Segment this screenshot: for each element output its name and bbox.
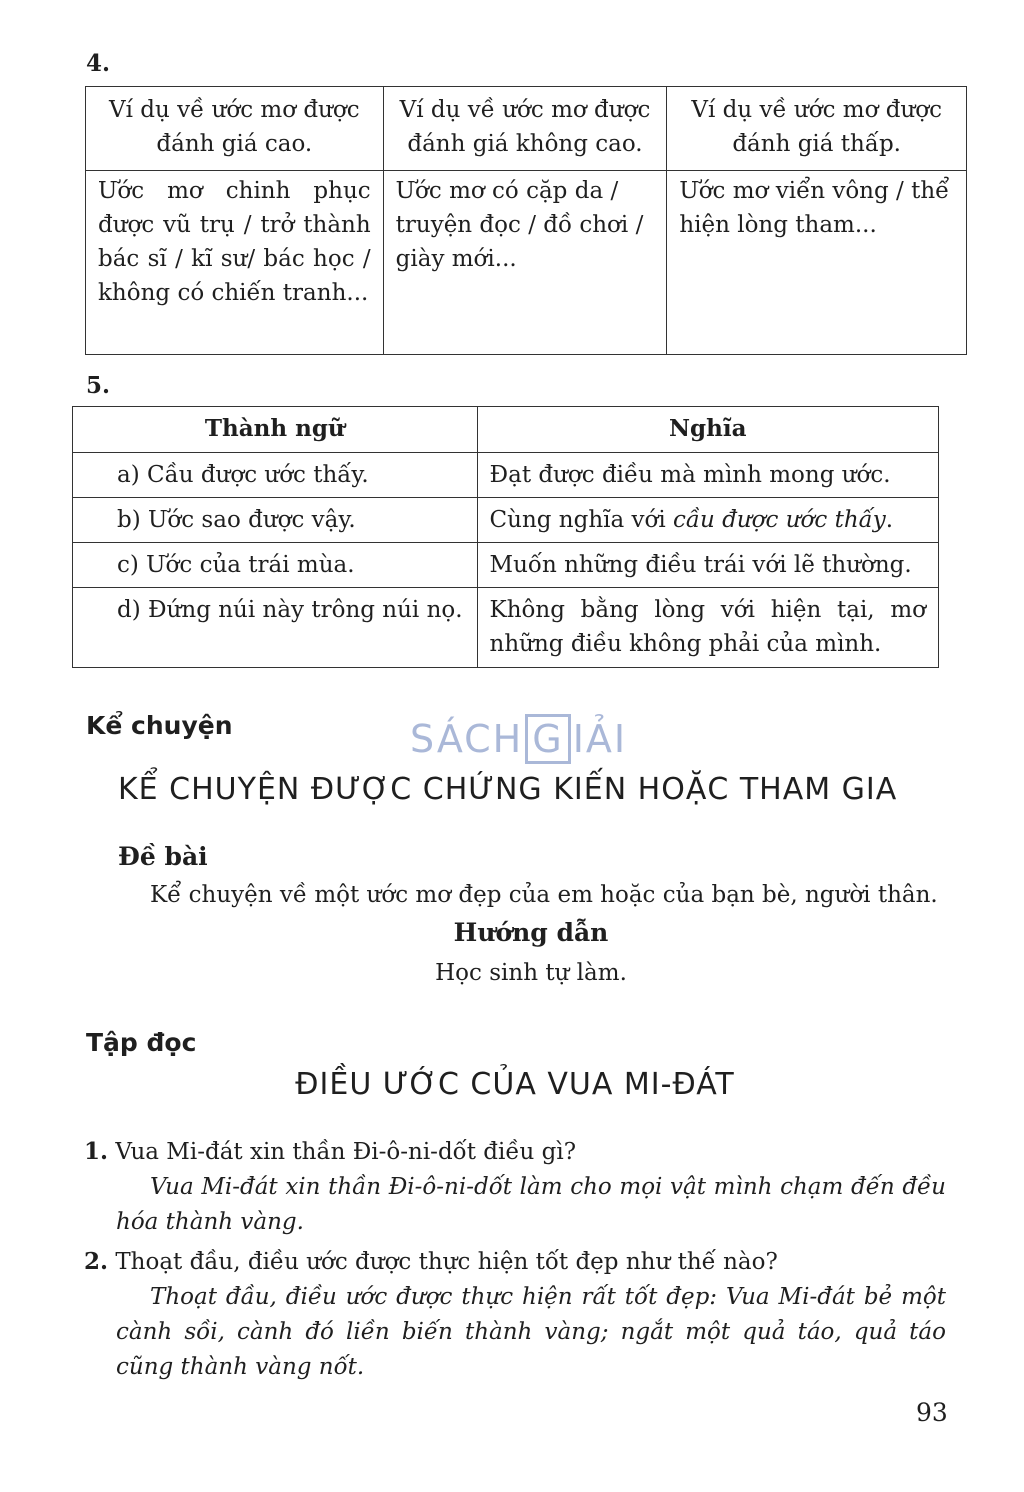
idiom-cell: b) Ước sao được vậy. — [73, 498, 478, 543]
dreams-cell-medium: Ước mơ có cặp da / truyện đọc / đồ chơi / giày mới... — [383, 171, 667, 355]
de-bai-label: Đề bài — [118, 842, 208, 871]
dreams-cell-low: Ước mơ viển vông / thể hiện lòng tham... — [667, 171, 967, 355]
idiom-column-header: Thành ngữ — [73, 407, 478, 453]
dreams-header-high: Ví dụ về ước mơ được đánh giá cao. — [86, 87, 384, 171]
answer-1: Vua Mi-đát xin thần Đi-ô-ni-dốt làm cho mọi vật mình chạm đến đều hóa thành vàng. — [116, 1174, 946, 1235]
question-2 — [84, 1244, 944, 1280]
ke-chuyen-title: KỂ CHUYỆN ĐƯỢC CHỨNG KIẾN HOẶC THAM GIA — [118, 772, 898, 807]
question-4-number: 4. — [86, 50, 111, 77]
question-1-text: Vua Mi-đát xin thần Đi-ô-ni-dốt điều gì? — [115, 1139, 577, 1165]
dreams-header-medium: Ví dụ về ước mơ được đánh giá không cao. — [383, 87, 667, 171]
meaning-column-header: Nghĩa — [477, 407, 938, 453]
table-row — [73, 588, 939, 668]
question-1 — [84, 1134, 944, 1170]
meaning-cell: Đạt được điều mà mình mong ước. — [477, 453, 938, 498]
table-row — [73, 543, 939, 588]
de-bai-text: Kể chuyện về một ước mơ đẹp của em hoặc của bạn bè, người thân. — [150, 882, 938, 908]
watermark-text-right: IẢI — [572, 717, 628, 761]
answer-2: Thoạt đầu, điều ước được thực hiện rất tốt đẹp: Vua Mi-đát bẻ một cành sồi, cành đó liền biến thành vàng; ngắt một quả táo, quả táo cũng thành vàng nốt. — [116, 1284, 946, 1380]
meaning-cell: Muốn những điều trái với lẽ thường. — [477, 543, 938, 588]
meaning-cell: Không bằng lòng với hiện tại, mơ những điều không phải của mình. — [477, 588, 938, 668]
idiom-cell: d) Đứng núi này trông núi nọ. — [73, 588, 478, 668]
idioms-table — [72, 406, 939, 668]
meaning-text: Cùng nghĩa với — [489, 507, 674, 533]
table-row — [73, 498, 939, 543]
ke-chuyen-label: Kể chuyện — [86, 711, 233, 740]
huong-dan-label: Hướng dẫn — [453, 918, 609, 947]
watermark-logo — [410, 714, 627, 764]
dreams-header-low: Ví dụ về ước mơ được đánh giá thấp. — [667, 87, 967, 171]
meaning-text: . — [885, 507, 894, 533]
question-2-number: 2. — [84, 1248, 109, 1275]
tap-doc-label: Tập đọc — [86, 1028, 197, 1057]
meaning-italic-text: cầu được ước thấy — [673, 507, 886, 533]
idiom-cell: c) Ước của trái mùa. — [73, 543, 478, 588]
tap-doc-title: ĐIỀU ƯỚC CỦA VUA MI-ĐÁT — [295, 1067, 735, 1102]
question-2-text: Thoạt đầu, điều ước được thực hiện tốt đẹp như thế nào? — [115, 1249, 778, 1275]
page-number: 93 — [916, 1398, 948, 1427]
meaning-cell — [477, 498, 938, 543]
question-1-number: 1. — [84, 1138, 109, 1165]
idiom-cell: a) Cầu được ước thấy. — [73, 453, 478, 498]
question-5-number: 5. — [86, 372, 111, 399]
table-row — [73, 453, 939, 498]
watermark-mark: G — [525, 714, 570, 764]
huong-dan-text: Học sinh tự làm. — [435, 960, 627, 986]
watermark-text-left: SÁCH — [410, 717, 524, 761]
dreams-table — [85, 86, 967, 355]
dreams-cell-high: Ước mơ chinh phục được vũ trụ / trở thành bác sĩ / kĩ sư/ bác học / không có chiến tranh... — [86, 171, 384, 355]
